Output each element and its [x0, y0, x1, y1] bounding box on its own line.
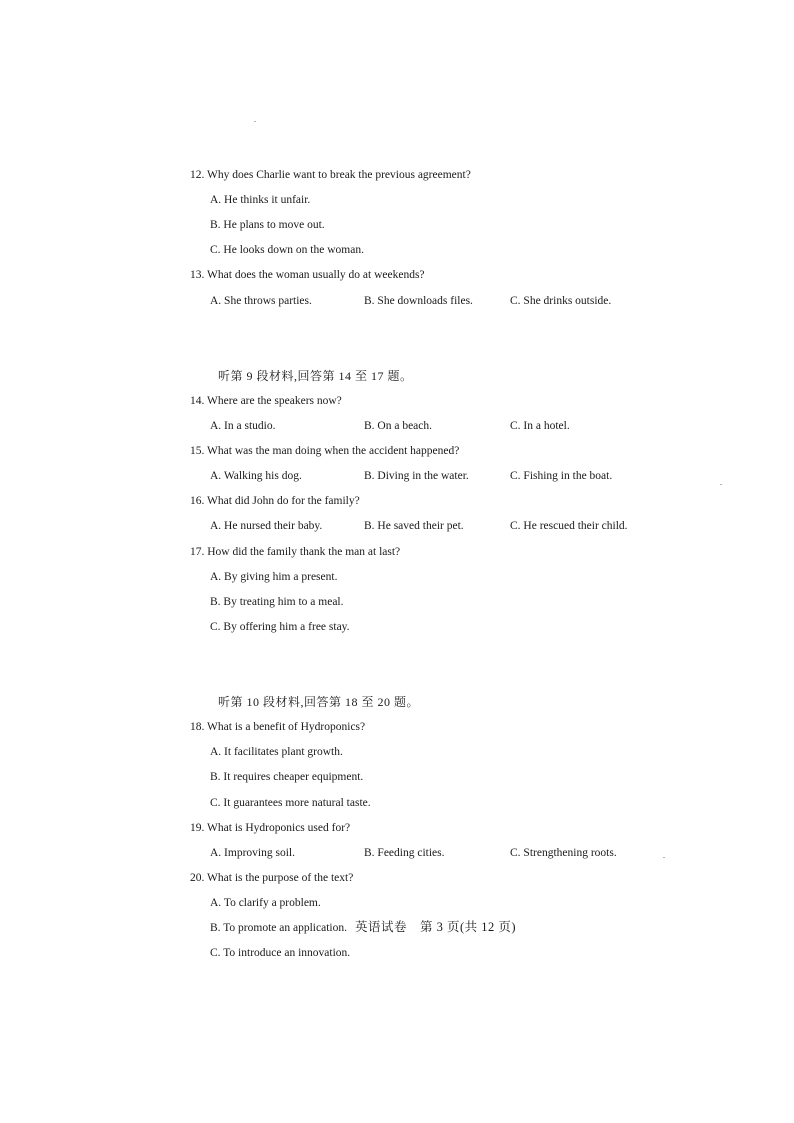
scan-speck [254, 121, 256, 122]
question-number: 13. [190, 269, 205, 282]
answer-option: B. He plans to move out. [210, 219, 325, 232]
answer-option: C. It guarantees more natural taste. [210, 796, 371, 809]
answer-option: C. In a hotel. [510, 420, 570, 432]
answer-option: C. He looks down on the woman. [210, 244, 364, 257]
question-18-stem [190, 720, 365, 734]
answer-option: A. He thinks it unfair. [210, 194, 311, 207]
answer-option: A. He nursed their baby. [210, 520, 323, 533]
answer-option: B. Feeding cities. [364, 846, 445, 859]
answer-option: A. In a studio. [210, 420, 276, 432]
question-14-stem [190, 394, 342, 408]
answer-option: A. She throws parties. [210, 294, 312, 307]
answer-option: A. Walking his dog. [210, 470, 302, 483]
question-20-stem [190, 871, 353, 885]
answer-option: B. It requires cheaper equipment. [210, 771, 364, 784]
answer-option: C. By offering him a free stay. [210, 620, 350, 633]
question-19-stem [190, 821, 350, 835]
question-text: What is the purpose of the text? [207, 871, 354, 884]
question-number: 12. [190, 169, 205, 181]
answer-option: A. Improving soil. [210, 846, 295, 859]
question-number: 18. [190, 721, 205, 734]
question-number: 20. [190, 871, 205, 884]
answer-option: B. Diving in the water. [364, 470, 469, 483]
question-17-stem [190, 545, 400, 559]
answer-option: A. To clarify a problem. [210, 896, 321, 909]
question-text: Where are the speakers now? [207, 394, 342, 407]
page-footer: 英语试卷 第 3 页(共 12 页) [355, 920, 517, 934]
answer-option: C. She drinks outside. [510, 294, 612, 307]
answer-option: B. By treating him to a meal. [210, 595, 344, 608]
question-text: What does the woman usually do at weekends? [207, 269, 425, 282]
answer-option: B. She downloads files. [364, 294, 473, 307]
question-16-stem [190, 494, 360, 508]
question-text: Why does Charlie want to break the previous agreement? [207, 169, 471, 181]
question-text: What is a benefit of Hydroponics? [207, 721, 366, 734]
answer-option: C. Strengthening roots. [510, 846, 617, 859]
answer-option: B. On a beach. [364, 420, 433, 432]
scan-speck [663, 857, 665, 858]
question-12-stem [190, 168, 471, 182]
answer-option: B. To promote an application. [210, 922, 347, 934]
question-number: 15. [190, 445, 205, 458]
question-number: 19. [190, 821, 205, 834]
question-text: What did John do for the family? [207, 495, 360, 508]
question-text: How did the family thank the man at last? [207, 545, 401, 558]
question-text: What was the man doing when the accident happened? [207, 445, 460, 458]
scan-speck [720, 484, 722, 485]
answer-option: A. It facilitates plant growth. [210, 746, 343, 759]
question-text: What is Hydroponics used for? [207, 821, 351, 834]
answer-option: C. He rescued their child. [510, 520, 628, 533]
answer-option: B. He saved their pet. [364, 520, 464, 533]
question-15-stem [190, 444, 459, 458]
question-number: 16. [190, 495, 205, 508]
question-number: 17. [190, 545, 205, 558]
section-heading: 听第 10 段材料,回答第 18 至 20 题。 [218, 695, 420, 710]
question-13-stem [190, 268, 425, 282]
answer-option: C. Fishing in the boat. [510, 470, 613, 483]
question-number: 14. [190, 394, 205, 407]
section-heading: 听第 9 段材料,回答第 14 至 17 题。 [218, 368, 413, 383]
answer-option: A. By giving him a present. [210, 570, 338, 583]
answer-option: C. To introduce an innovation. [210, 947, 351, 960]
